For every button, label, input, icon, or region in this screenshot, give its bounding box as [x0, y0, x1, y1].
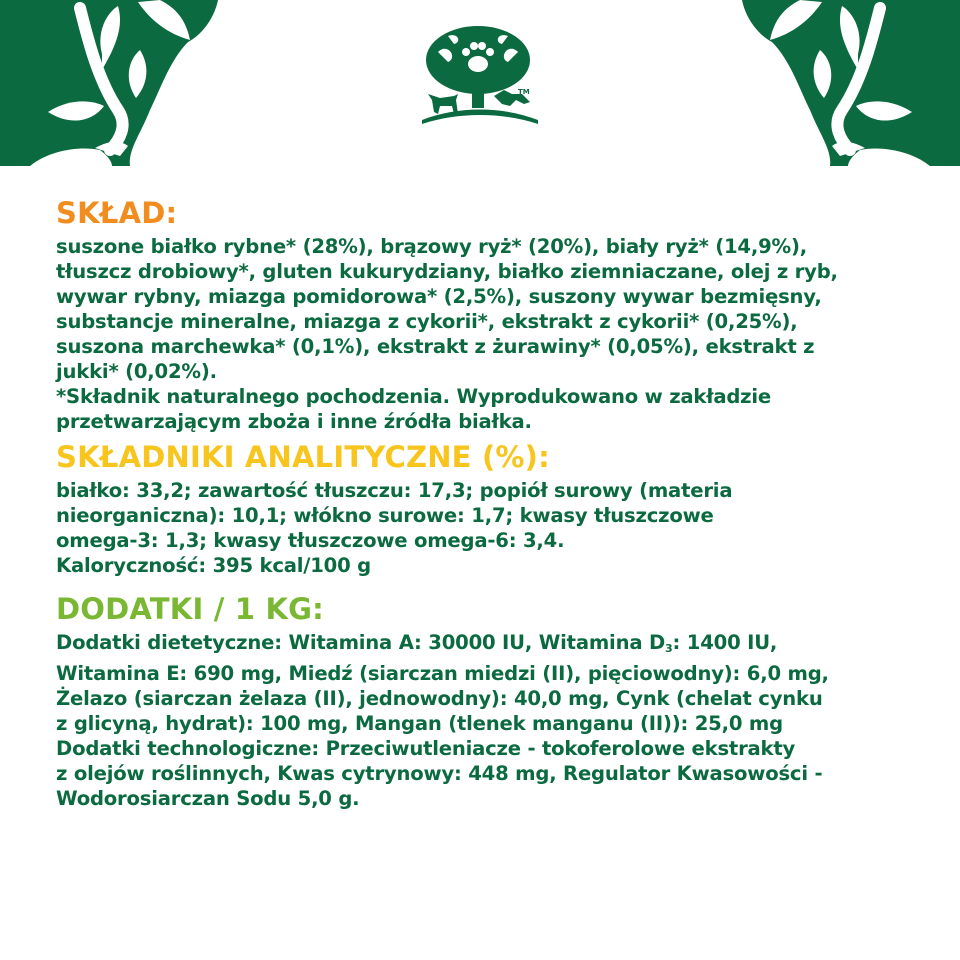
composition-line: substancje mineralne, miazga z cykorii*, ekstrakt z cykorii* (0,25%), [56, 310, 798, 333]
composition-footnote-line: przetwarzającym zboża i inne źródła białka. [56, 410, 532, 433]
composition-section [56, 196, 936, 434]
additives-line: z glicyną, hydrat): 100 mg, Mangan (tlenek manganu (II)): 25,0 mg [56, 712, 783, 735]
analytical-section [56, 440, 936, 578]
calorie-line: Kaloryczność: 395 kcal/100 g [56, 554, 371, 577]
additives-line: Dodatki technologiczne: Przeciwutleniacze - tokoferolowe ekstrakty [56, 737, 796, 760]
composition-text [56, 234, 936, 434]
composition-footnote-line: *Składnik naturalnego pochodzenia. Wyprodukowano w zakładzie [56, 385, 771, 408]
composition-heading: SKŁAD: [56, 196, 178, 230]
leaf-branch-decoration-icon [0, 0, 230, 166]
additives-line: Wodorosiarczan Sodu 5,0 g. [56, 787, 360, 810]
composition-line: suszona marchewka* (0,1%), ekstrakt z żurawiny* (0,05%), ekstrakt z [56, 335, 815, 358]
tree-paw-cat-dog-logo-icon [418, 22, 542, 128]
analytical-line: nieorganiczna): 10,1; włókno surowe: 1,7; kwasy tłuszczowe [56, 504, 714, 527]
additives-line: Żelazo (siarczan żelaza (II), jednowodny): 40,0 mg, Cynk (chelat cynku [56, 687, 823, 710]
composition-line: wywar rybny, miazga pomidorowa* (2,5%), suszony wywar bezmięsny, [56, 285, 822, 308]
leaf-branch-decoration-icon [730, 0, 960, 166]
analytical-line: białko: 33,2; zawartość tłuszczu: 17,3; popiół surowy (materia [56, 479, 733, 502]
additives-section [56, 592, 936, 811]
additives-text [56, 630, 936, 811]
vitamin-d-subscript: 3 [665, 642, 673, 655]
additives-line-part: : 1400 IU, [672, 631, 778, 654]
additives-line [56, 630, 936, 661]
composition-line: tłuszcz drobiowy*, gluten kukurydziany, białko ziemniaczane, olej z ryb, [56, 260, 838, 283]
analytical-text [56, 478, 936, 578]
additives-heading: DODATKI / 1 KG: [56, 592, 324, 626]
composition-line: jukki* (0,02%). [56, 360, 217, 383]
additives-line-part: Dodatki dietetyczne: Witamina A: 30000 IU, Witamina D [56, 631, 666, 654]
analytical-line: omega-3: 1,3; kwasy tłuszczowe omega-6: 3,4. [56, 529, 565, 552]
label-content [56, 196, 936, 811]
composition-line: suszone białko rybne* (28%), brązowy ryż* (20%), biały ryż* (14,9%), [56, 235, 807, 258]
additives-line: Witamina E: 690 mg, Miedź (siarczan miedzi (II), pięciowodny): 6,0 mg, [56, 662, 829, 685]
additives-line: z olejów roślinnych, Kwas cytrynowy: 448 mg, Regulator Kwasowości - [56, 762, 823, 785]
trademark-label: TM [518, 88, 530, 96]
analytical-heading: SKŁADNIKI ANALITYCZNE (%): [56, 440, 550, 474]
